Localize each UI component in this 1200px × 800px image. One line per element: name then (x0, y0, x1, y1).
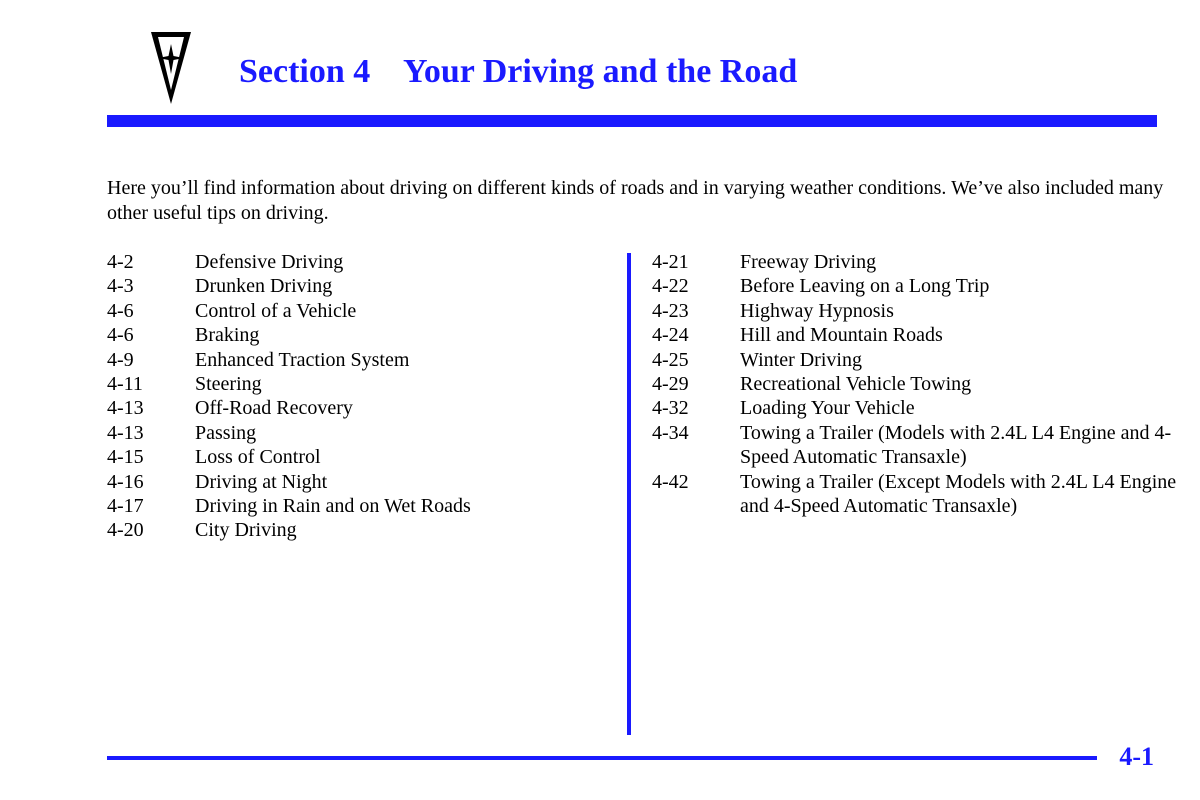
toc-entry[interactable] (652, 299, 1182, 323)
toc-entry-title: Control of a Vehicle (195, 299, 357, 322)
toc-page-number: 4-29 (652, 373, 689, 396)
section-label: Section 4 (239, 53, 371, 90)
page-number: 4-1 (1119, 742, 1154, 771)
toc-entry[interactable] (107, 518, 612, 542)
toc-entry-title: Defensive Driving (195, 251, 344, 273)
toc-page-number: 4-34 (652, 421, 689, 444)
toc-page-number: 4-15 (107, 446, 144, 469)
toc-page-number: 4-16 (107, 470, 144, 493)
title-rule (107, 115, 1157, 127)
toc-entry[interactable] (107, 421, 612, 445)
page-title (239, 50, 797, 94)
toc-entry[interactable] (107, 348, 612, 372)
toc-page-number: 4-17 (107, 495, 144, 518)
toc-page-number: 4-22 (652, 275, 689, 298)
toc-page-number: 4-23 (652, 299, 689, 322)
toc-page-number: 4-13 (107, 397, 144, 420)
toc-page-number: 4-25 (652, 348, 689, 371)
toc-page-number: 4-21 (652, 251, 689, 273)
toc-entry-title: City Driving (195, 519, 297, 542)
toc-page-number: 4-11 (107, 373, 143, 396)
toc-entry[interactable] (652, 323, 1182, 347)
toc-entry-title: Hill and Mountain Roads (740, 324, 943, 347)
toc-entry[interactable] (107, 445, 612, 469)
toc-entry-title: Enhanced Traction System (195, 348, 410, 371)
toc-entry-title: Before Leaving on a Long Trip (740, 275, 990, 298)
toc-page-number: 4-6 (107, 299, 134, 322)
toc-entry[interactable] (107, 274, 612, 298)
intro-paragraph: Here you’ll find information about driving on different kinds of roads and in varying weather conditions. We’ve also included many other useful tips on driving. (107, 177, 1164, 224)
toc-entry-title: Steering (195, 373, 262, 396)
toc-entry[interactable] (107, 372, 612, 396)
toc-entry[interactable] (652, 274, 1182, 298)
toc-entry[interactable] (107, 250, 612, 274)
toc-entry[interactable] (107, 494, 612, 518)
toc-entry-title: Loading Your Vehicle (740, 397, 915, 420)
toc-page-number: 4-6 (107, 324, 134, 347)
toc-entry-title: Passing (195, 421, 257, 444)
toc-entry-title: Drunken Driving (195, 275, 333, 298)
toc-entry-title: Braking (195, 324, 260, 347)
toc-entry[interactable] (652, 348, 1182, 372)
toc-page-number: 4-13 (107, 421, 144, 444)
toc-entry[interactable] (652, 470, 1182, 519)
toc-entry-title: Driving in Rain and on Wet Roads (195, 495, 471, 518)
toc-entry-title: Towing a Trailer (Models with 2.4L L4 Engine and 4-Speed Automatic Transaxle) (740, 421, 1172, 469)
toc-page-number: 4-2 (107, 251, 134, 273)
toc-right-column (652, 250, 1182, 518)
toc-entry-title: Towing a Trailer (Except Models with 2.4L L4 Engine and 4-Speed Automatic Transaxle) (740, 470, 1177, 518)
toc-entry[interactable] (107, 323, 612, 347)
toc-page-number: 4-24 (652, 324, 689, 347)
toc-entry-title: Driving at Night (195, 470, 328, 493)
toc-entry[interactable] (107, 470, 612, 494)
toc-entry[interactable] (652, 396, 1182, 420)
toc-entry[interactable] (652, 372, 1182, 396)
column-divider (627, 253, 631, 735)
toc-entry-title: Highway Hypnosis (740, 299, 894, 322)
toc-page-number: 4-20 (107, 519, 144, 542)
toc-page-number: 4-9 (107, 348, 134, 371)
toc-page-number: 4-32 (652, 397, 689, 420)
toc-entry[interactable] (107, 299, 612, 323)
pontiac-arrowhead-logo-icon (150, 30, 192, 106)
toc-page-number: 4-42 (652, 470, 689, 493)
toc-entry[interactable] (652, 250, 1182, 274)
toc-entry-title: Recreational Vehicle Towing (740, 373, 972, 396)
section-title: Your Driving and the Road (403, 53, 798, 90)
toc-entry-title: Off-Road Recovery (195, 397, 353, 420)
toc-entry-title: Winter Driving (740, 348, 862, 371)
toc-entry[interactable] (652, 421, 1182, 470)
toc-entry[interactable] (107, 396, 612, 420)
toc-entry-title: Freeway Driving (740, 251, 877, 273)
toc-entry-title: Loss of Control (195, 446, 321, 469)
toc-page-number: 4-3 (107, 275, 134, 298)
toc-left-column (107, 250, 612, 543)
footer-rule (107, 756, 1097, 760)
